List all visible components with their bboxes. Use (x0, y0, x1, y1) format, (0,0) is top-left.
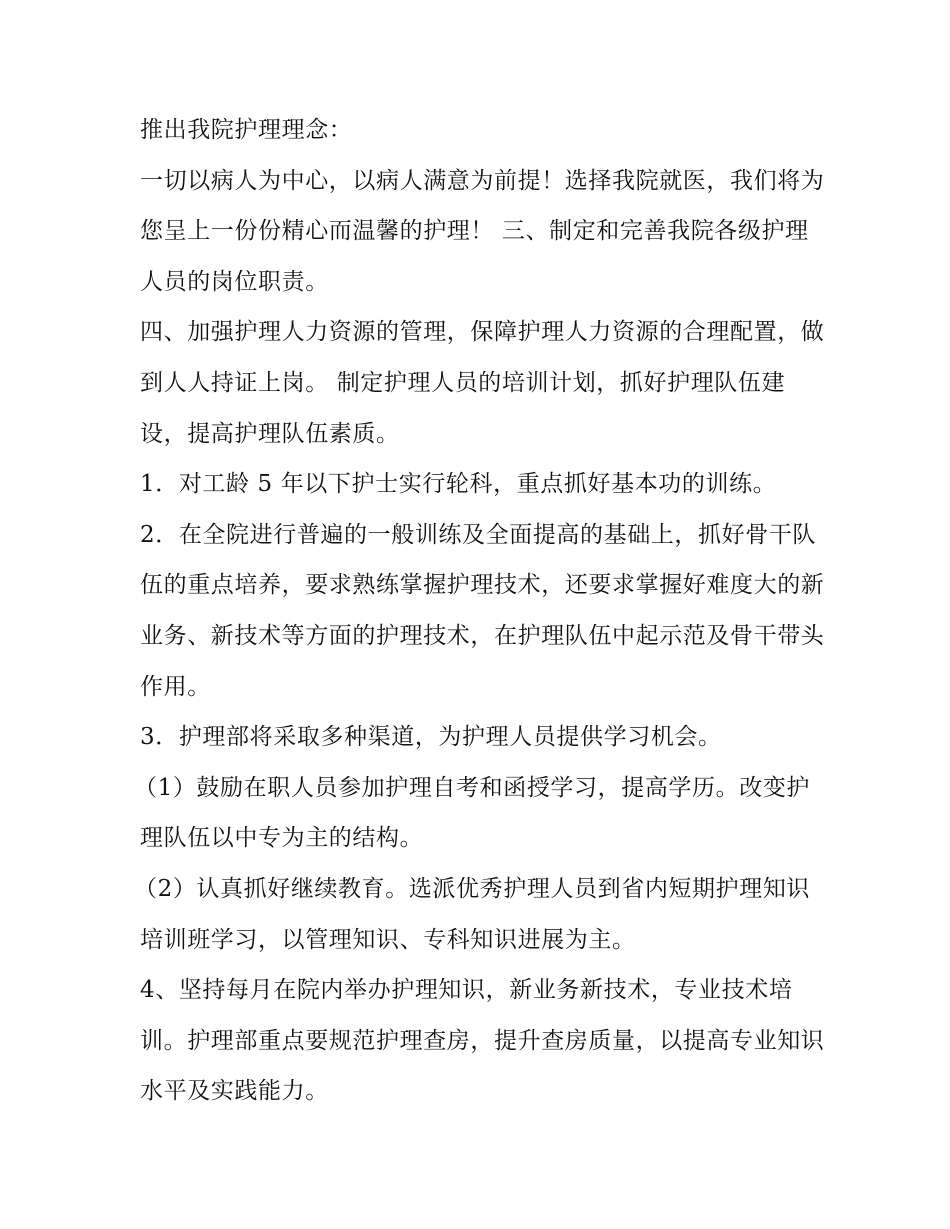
paragraph-item-3: 3．护理部将采取多种渠道，为护理人员提供学习机会。 (140, 724, 722, 751)
paragraph-patient-centered: 一切以病人为中心，以病人满意为前提！选择我院就医，我们将为您呈上一份份精心而温馨的护理！ 三、制定和完善我院各级护理人员的岗位职责。 (140, 167, 825, 295)
paragraph-section-four: 四、加强护理人力资源的管理，保障护理人力资源的合理配置，做到人人持证上岗。 制定护理人员的培训计划，抓好护理队伍建设，提高护理队伍素质。 (140, 319, 825, 447)
paragraph-item-4: 4、坚持每月在院内举办护理知识，新业务新技术，专业技术培训。护理部重点要规范护理查房，提升查房质量，以提高专业知识水平及实践能力。 (140, 977, 825, 1105)
paragraph-nursing-philosophy-heading: 推出我院护理理念： (140, 117, 353, 143)
paragraph-subitem-1: （1）鼓励在职人员参加护理自考和函授学习，提高学历。改变护理队伍以中专为主的结构。 (134, 774, 811, 852)
document-body (134, 105, 830, 1117)
paragraph-subitem-2: （2）认真抓好继续教育。选派优秀护理人员到省内短期护理知识培训班学习，以管理知识、专科知识进展为主。 (134, 875, 811, 953)
paragraph-item-1: 1．对工龄 5 年以下护士实行轮科，重点抓好基本功的训练。 (140, 471, 777, 498)
paragraph-item-2: 2．在全院进行普遍的一般训练及全面提高的基础上，抓好骨干队伍的重点培养，要求熟练掌握护理技术，还要求掌握好难度大的新业务、新技术等方面的护理技术，在护理队伍中起示范及骨干带头作用。 (140, 521, 825, 700)
